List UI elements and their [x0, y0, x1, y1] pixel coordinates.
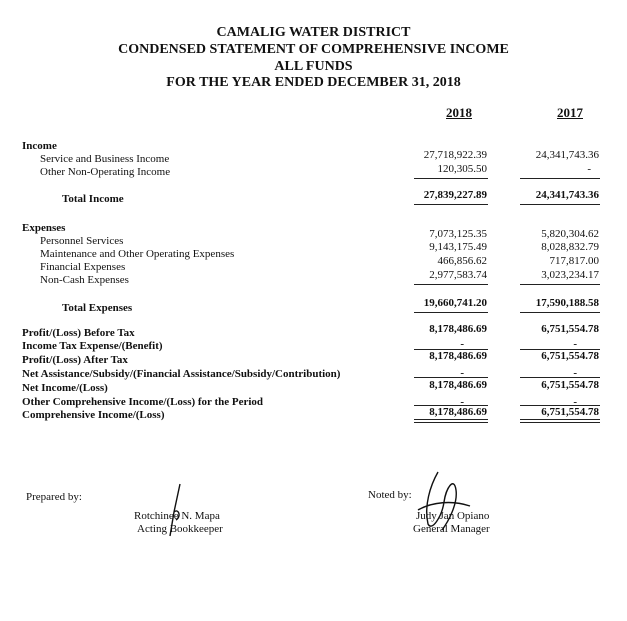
- summary-2018: 8,178,486.69: [429, 350, 487, 362]
- income-row-label: Other Non-Operating Income: [40, 166, 171, 178]
- income-row-label: Service and Business Income: [40, 153, 170, 165]
- total-income-2018: 27,839,227.89: [423, 189, 487, 201]
- summary-label: Other Comprehensive Income/(Loss) for the Period: [22, 396, 264, 408]
- column-year-2018: 2018: [446, 105, 472, 120]
- double-rule: [520, 419, 600, 420]
- expense-row-2018: 9,143,175.49: [429, 241, 487, 253]
- noted-by-title: General Manager: [413, 523, 490, 535]
- subtotal-rule: [520, 377, 600, 378]
- prepared-by-title: Acting Bookkeeper: [137, 523, 223, 535]
- expense-row-label: Personnel Services: [40, 235, 124, 247]
- expense-row-label: Financial Expenses: [40, 261, 126, 273]
- summary-2017: -: [573, 367, 577, 379]
- total-income-2017: 24,341,743.36: [535, 189, 599, 201]
- expense-row-label: Maintenance and Other Operating Expenses: [40, 248, 235, 260]
- column-year-2017: 2017: [557, 105, 583, 120]
- summary-2017: 6,751,554.78: [541, 350, 599, 362]
- summary-label: Profit/(Loss) After Tax: [22, 354, 128, 366]
- summary-2018: 8,178,486.69: [429, 379, 487, 391]
- expense-row-2017: 717,817.00: [549, 255, 599, 267]
- prepared-by-name: Rotchinee N. Mapa: [134, 510, 220, 522]
- noted-by-name: Judy Jan Opiano: [416, 510, 490, 522]
- subtotal-rule: [414, 377, 488, 378]
- summary-label: Profit/(Loss) Before Tax: [22, 327, 135, 339]
- subtotal-rule: [520, 178, 600, 179]
- summary-2018: -: [460, 396, 464, 408]
- summary-label: Net Assistance/Subsidy/(Financial Assistance/Subsidy/Contribution): [22, 368, 341, 380]
- summary-label: Net Income/(Loss): [22, 382, 108, 394]
- period-label: FOR THE YEAR ENDED DECEMBER 31, 2018: [166, 75, 461, 90]
- summary-2017: -: [573, 338, 577, 350]
- expense-row-2017: 3,023,234.17: [541, 269, 599, 281]
- income-row-2018: 27,718,922.39: [423, 149, 487, 161]
- income-row-2017: 24,341,743.36: [535, 149, 599, 161]
- total-expenses-2018: 19,660,741.20: [423, 297, 487, 309]
- summary-label: Comprehensive Income/(Loss): [22, 409, 165, 421]
- double-rule: [520, 422, 600, 423]
- summary-2018: 8,178,486.69: [429, 406, 487, 418]
- noted-by-label: Noted by:: [368, 489, 412, 501]
- fund-label: ALL FUNDS: [274, 59, 353, 74]
- total-rule: [414, 312, 488, 313]
- income-row-2018: 120,305.50: [437, 163, 487, 175]
- summary-2017: -: [573, 396, 577, 408]
- subtotal-rule: [414, 178, 488, 179]
- total-expenses-2017: 17,590,188.58: [535, 297, 599, 309]
- summary-2018: -: [460, 367, 464, 379]
- subtotal-rule: [520, 284, 600, 285]
- double-rule: [414, 419, 488, 420]
- income-heading: Income: [22, 140, 57, 152]
- summary-2017: 6,751,554.78: [541, 323, 599, 335]
- expense-row-2018: 7,073,125.35: [429, 228, 487, 240]
- summary-2017: 6,751,554.78: [541, 379, 599, 391]
- expense-row-2017: 5,820,304.62: [541, 228, 599, 240]
- summary-2017: 6,751,554.78: [541, 406, 599, 418]
- total-rule: [414, 204, 488, 205]
- prepared-by-label: Prepared by:: [26, 491, 82, 503]
- org-name: CAMALIG WATER DISTRICT: [216, 25, 411, 40]
- expense-row-2018: 466,856.62: [437, 255, 487, 267]
- subtotal-rule: [414, 284, 488, 285]
- total-income-label: Total Income: [62, 193, 124, 205]
- summary-2018: 8,178,486.69: [429, 323, 487, 335]
- expense-row-2018: 2,977,583.74: [429, 269, 487, 281]
- total-expenses-label: Total Expenses: [62, 302, 133, 314]
- expenses-heading: Expenses: [22, 222, 66, 234]
- expense-row-label: Non-Cash Expenses: [40, 274, 129, 286]
- total-rule: [520, 312, 600, 313]
- double-rule: [414, 422, 488, 423]
- summary-label: Income Tax Expense/(Benefit): [22, 340, 163, 352]
- expense-row-2017: 8,028,832.79: [541, 241, 599, 253]
- statement-title: CONDENSED STATEMENT OF COMPREHENSIVE INCOME: [118, 42, 509, 57]
- total-rule: [520, 204, 600, 205]
- summary-2018: -: [460, 338, 464, 350]
- income-row-2017: -: [587, 163, 591, 175]
